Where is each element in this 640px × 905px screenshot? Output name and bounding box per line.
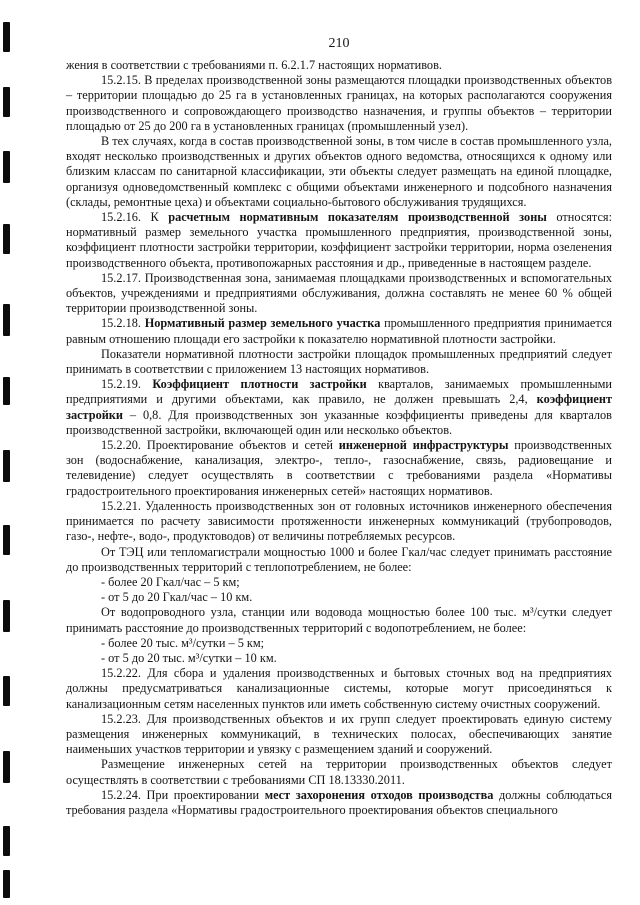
bold-term: инженерной инфраструктуры [338, 438, 509, 453]
list-item [66, 651, 612, 666]
document-page [66, 36, 612, 818]
text-run: - более 20 Гкал/час – 5 км; [101, 574, 240, 589]
binding-margin [0, 0, 14, 905]
text-run: От водопроводного узла, станции или водовода мощностью более 100 тыс. м³/сутки следует принимать расстояние до производственных территорий с водопотреблением, не более: [66, 605, 612, 635]
page-number: 210 [328, 36, 350, 51]
bold-term: коэффициент застройки [66, 392, 612, 422]
text-run: Размещение инженерных сетей на территории производственных объектов следует осуществлять в соответствии с требованиями СП 18.13330.2011. [66, 757, 612, 787]
binding-mark [3, 676, 10, 706]
text-run: - от 5 до 20 тыс. м³/сутки – 10 км. [101, 650, 277, 665]
text-run: В тех случаях, когда в состав производственной зоны, в том числе в состав промышленного узла, входят несколько производственных и других объектов одного ведомства, относящихся к одному или близким классам по санитарной классификации, эти объекты следует размещать на единой площадке, организуя одноведомственный комплекс с общими объектами инженерного и подсобного назначения (склады, ремонтные цеха) и объектами социально-бытового обслуживания трудящихся. [66, 134, 612, 209]
text-run: 15.2.19. [101, 377, 153, 392]
paragraph [66, 73, 612, 134]
list-item [66, 575, 612, 590]
paragraph [66, 788, 612, 818]
paragraph [66, 58, 612, 73]
paragraph [66, 316, 612, 346]
binding-mark [3, 22, 10, 52]
paragraph [66, 499, 612, 545]
text-run: От ТЭЦ или тепломагистрали мощностью 1000 и более Гкал/час следует принимать расстояние до производственных территорий с теплопотреблением, не более: [66, 544, 612, 574]
text-run: 15.2.17. Производственная зона, занимаемая площадками производственных и вспомогательных объектов, учреждениями и предприятиями обслуживания, должна составлять не менее 60 % общей территории производственной зоны. [66, 270, 612, 316]
text-run: промышленного предприятия принимается равным отношению площади его застройки к показателю нормативной плотности застройки. [66, 316, 613, 346]
paragraph [66, 377, 612, 438]
binding-mark [3, 377, 10, 405]
paragraph [66, 605, 612, 635]
text-run: 15.2.21. Удаленность производственных зон от головных источников инженерного обеспечения принимается по расчету зависимости протяженности инженерных коммуникаций (трубопроводов, газо-, нефте-, водо-, продуктоводов) от величины потребляемых ресурсов. [66, 498, 612, 544]
binding-mark [3, 304, 10, 336]
text-run: 15.2.15. В пределах производственной зоны размещаются площадки производственных объектов – территории площадью до 25 га в установленных границах, на которых располагаются сооружения производственного и сопровождающего производство назначения, и группы объектов – территории площадью от 25 до 200 га в установленных границах (промышленный узел). [66, 73, 612, 133]
paragraph [66, 134, 612, 210]
binding-mark [3, 600, 10, 632]
binding-mark [3, 525, 10, 555]
paragraph [66, 545, 612, 575]
text-run: – 0,8. Для производственных зон указанные коэффициенты приведены для кварталов производственной застройки, включающей один или несколько объектов. [66, 407, 612, 437]
binding-mark [3, 450, 10, 482]
binding-mark [3, 826, 10, 856]
text-run: жения в соответствии с требованиями п. 6.2.1.7 настоящих нормативов. [66, 58, 442, 72]
body-text [66, 58, 612, 818]
bold-term: расчетным нормативным показателям производственной зоны [168, 210, 547, 225]
paragraph [66, 347, 612, 377]
paragraph [66, 712, 612, 758]
paragraph [66, 271, 612, 317]
text-run: - от 5 до 20 Гкал/час – 10 км. [101, 590, 253, 605]
text-run: 15.2.23. Для производственных объектов и их групп следует проектировать единую систему размещения инженерных коммуникаций, в технических полосах, обеспечивающих занятие наименьших участков территории и увязку с размещением зданий и сооружений. [66, 711, 612, 757]
binding-mark [3, 751, 10, 783]
paragraph [66, 666, 612, 712]
text-run: производственных зон (водоснабжение, канализация, электро-, тепло-, газоснабжение, связь, радиовещание и телевидение) следует осуществлять в соответствии с требованиями раздела «Нормативы градостроительного проектирования инженерных сетей» настоящих нормативов. [66, 438, 612, 498]
text-run: - более 20 тыс. м³/сутки – 5 км; [101, 635, 265, 650]
binding-mark [3, 870, 10, 898]
text-run: должны соблюдаться требования раздела «Нормативы градостроительного проектирования объектов специального [66, 787, 612, 817]
text-run: Показатели нормативной плотности застройки площадок промышленных предприятий следует принимать в соответствии с приложением 13 настоящих нормативов. [66, 346, 612, 377]
text-run: 15.2.24. При проектировании [101, 787, 265, 802]
paragraph [66, 438, 612, 499]
bold-term: Нормативный размер земельного участка [144, 316, 381, 331]
binding-mark [3, 224, 10, 254]
text-run: кварталов, занимаемых промышленными предприятиями и другими объектами, как правило, не должен превышать 2,4, [66, 377, 612, 407]
binding-mark [3, 151, 10, 183]
bold-term: Коэффициент плотности застройки [152, 377, 367, 392]
text-run: 15.2.22. Для сбора и удаления производственных и бытовых сточных вод на предприятиях должны предусматриваться канализационные системы, которые могут присоединяться к канализационным сетям населенных пунктов или иметь собственную систему очистных сооружений. [66, 666, 612, 711]
binding-mark [3, 87, 10, 117]
paragraph [66, 757, 612, 787]
list-item [66, 590, 612, 605]
text-run: 15.2.16. К [101, 210, 169, 225]
text-run: 15.2.20. Проектирование объектов и сетей [101, 438, 339, 453]
text-run: относятся: нормативный размер земельного участка промышленного предприятия, производственной зоны, коэффициент плотности застройки территории, коэффициент застройки территории, норма озеленения производственного объекта, противопожарных расстояния и др., приведенные в настоящем разделе. [66, 210, 612, 270]
text-run: 15.2.18. [101, 316, 145, 331]
bold-term: мест захоронения отходов производства [264, 787, 494, 802]
paragraph [66, 210, 612, 271]
list-item [66, 636, 612, 651]
